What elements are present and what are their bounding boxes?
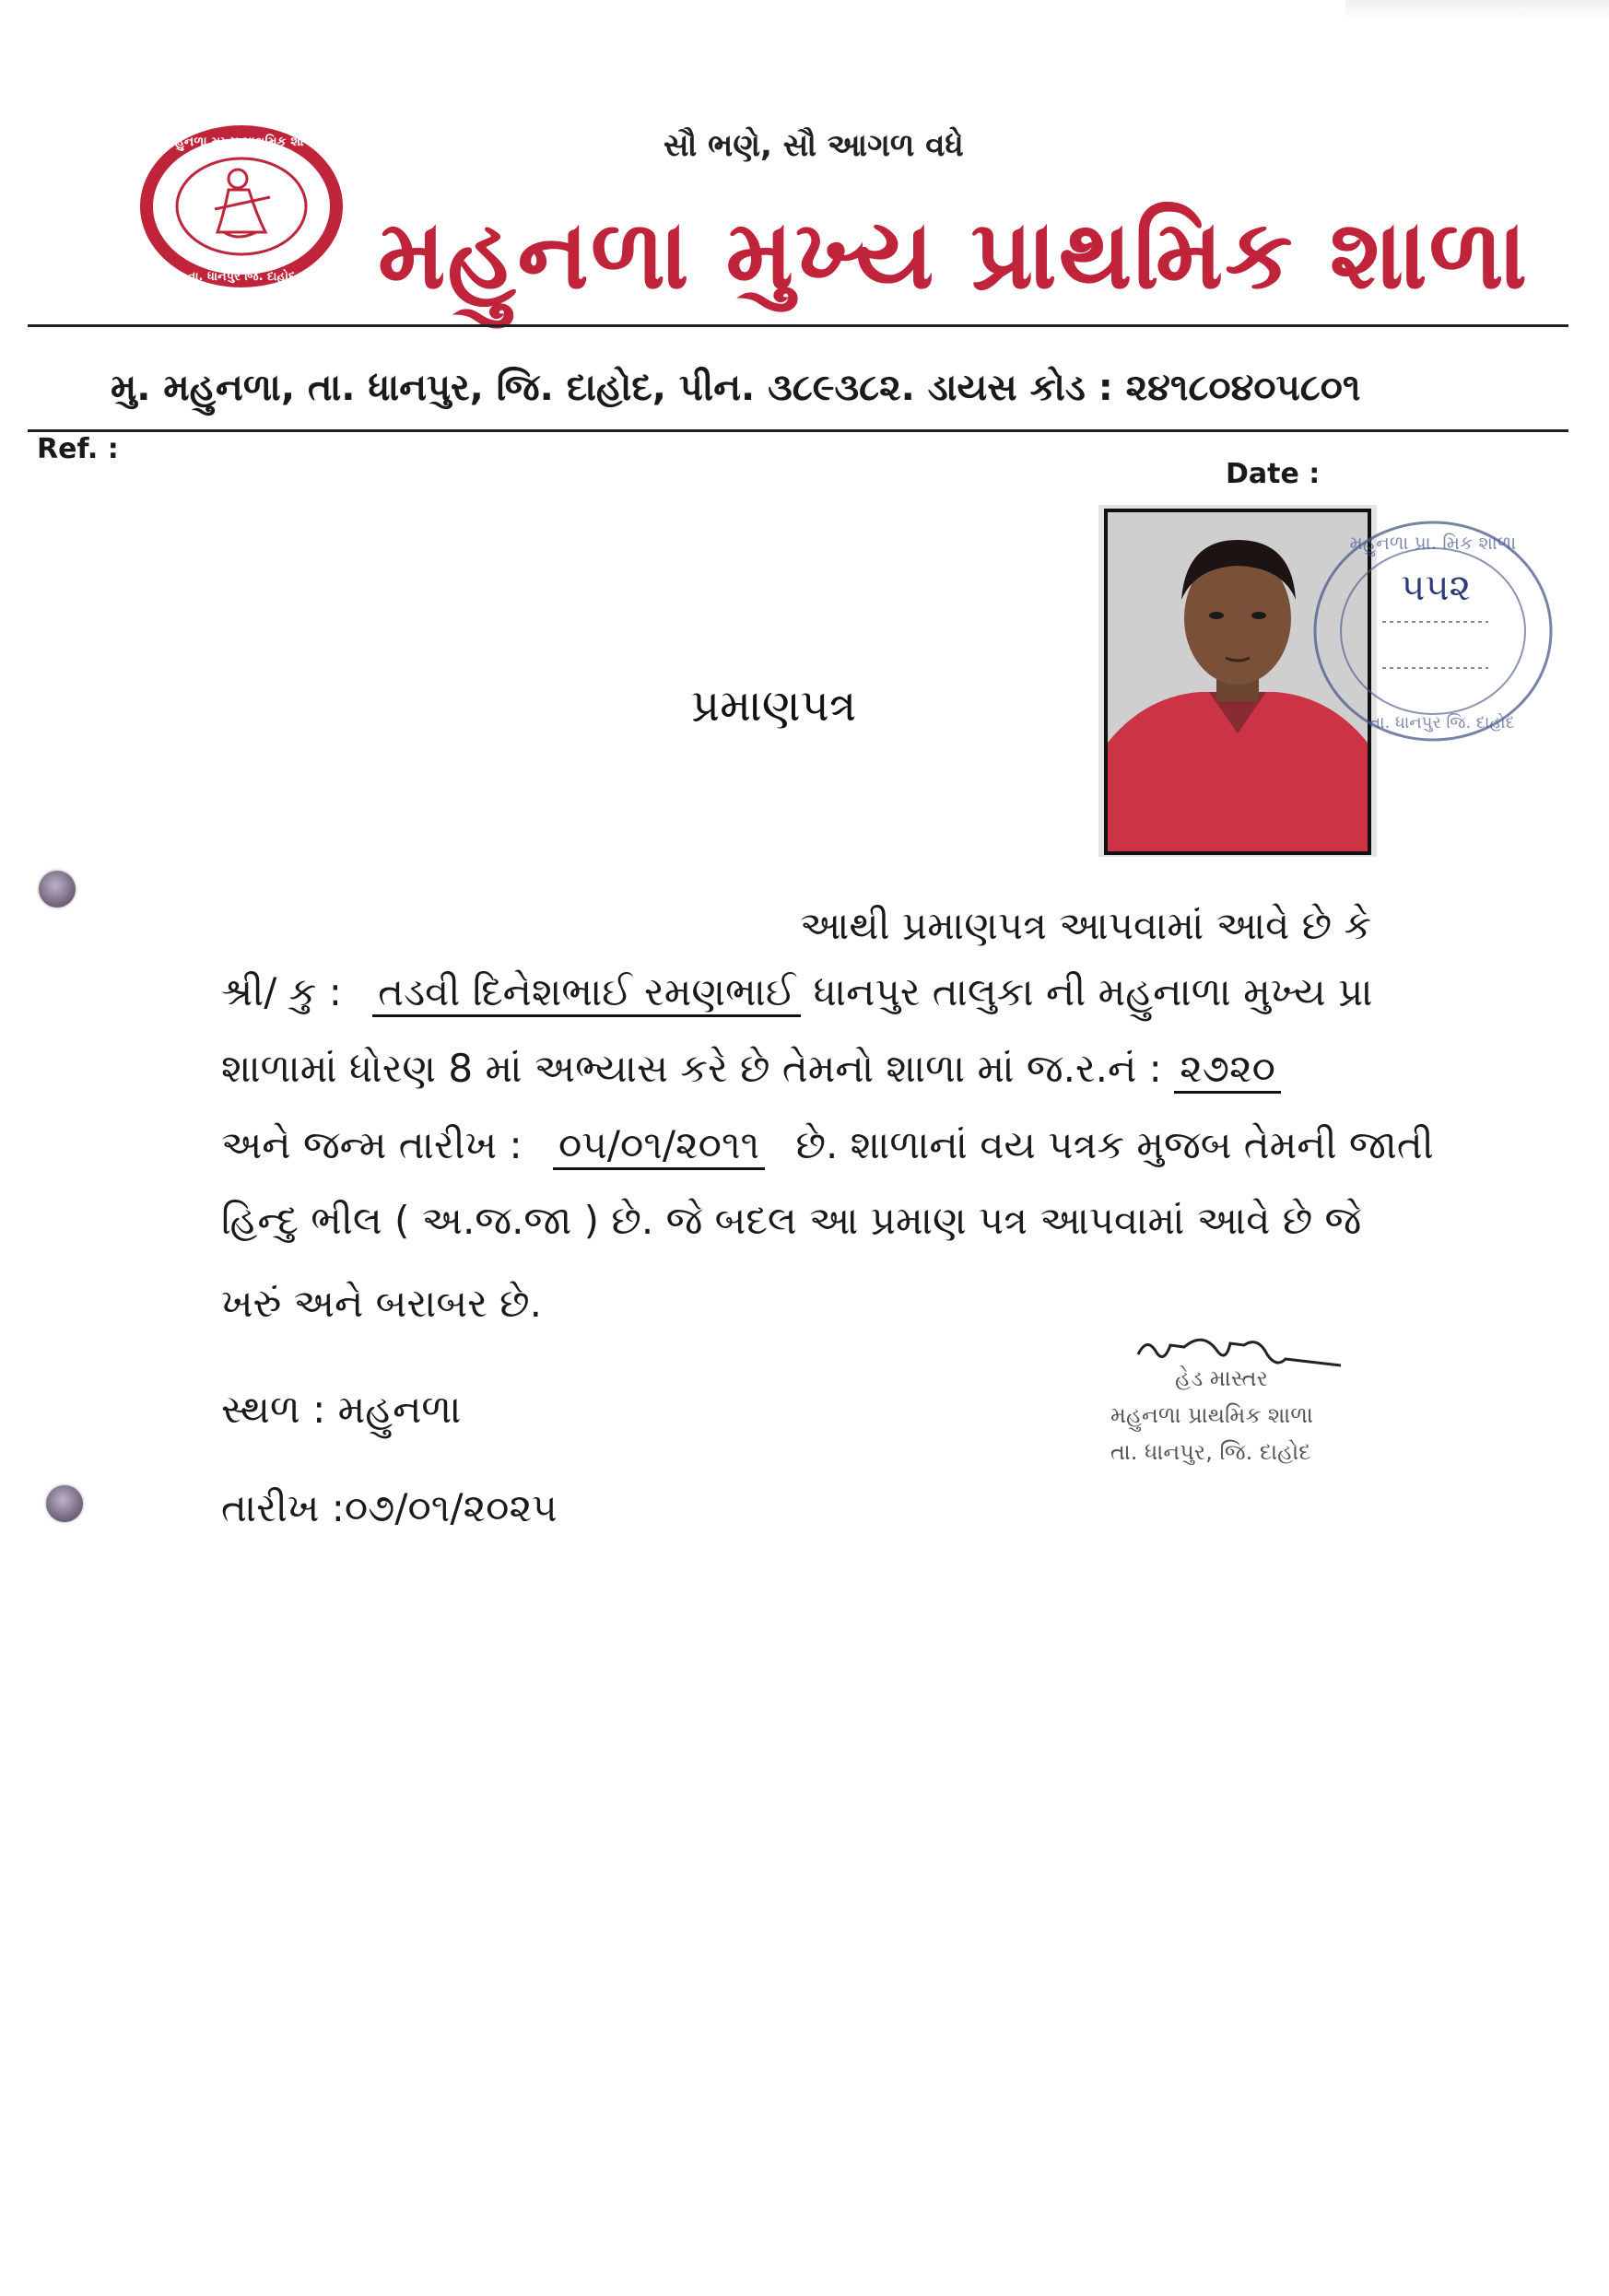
- signature-location: તા. ધાનપુર, જિ. દાહોદ: [1110, 1439, 1311, 1465]
- cert-line-2: [221, 969, 1373, 1015]
- header-rule-bottom: [28, 429, 1568, 432]
- school-address: મુ. મહુનળા, તા. ધાનપુર, જિ. દાહોદ, પીન. ૩૮૯૩૮૨. ડાયસ કોડ : ૨૪૧૮૦૪૦૫૮૦૧: [111, 367, 1361, 409]
- student-name: તડવી દિનેશભાઈ રમણભાઈ: [372, 969, 801, 1017]
- punch-hole-top: [39, 871, 76, 908]
- svg-text:મહુનળા મુખ્ય પ્રાથમિક શાળા: મહુનળા મુખ્ય પ્રાથમિક શાળા: [166, 135, 317, 149]
- cert-line-4: [221, 1122, 1434, 1168]
- school-stamp: [1295, 507, 1562, 756]
- cert-line-3: [221, 1046, 1281, 1092]
- line4-suffix: છે. શાળાનાં વય પત્રક મુજબ તેમની જાતી: [795, 1122, 1434, 1167]
- stamp-number: ૫૫૨: [1401, 567, 1472, 609]
- line3-prefix: શાળામાં ધોરણ 8 માં અભ્યાસ કરે છે તેમનો શાળા માં જ.ર.નં :: [221, 1046, 1162, 1091]
- cert-line-1: આથી પ્રમાણપત્ર આપવામાં આવે છે કે: [800, 903, 1372, 948]
- page-edge-scan: [1345, 0, 1609, 20]
- date-label: Date :: [1226, 458, 1321, 490]
- birth-date: ૦૫/૦૧/૨૦૧૧: [553, 1122, 765, 1170]
- school-logo: [136, 122, 346, 291]
- certificate-title: પ્રમાણપત્ર: [691, 680, 857, 732]
- header-rule-top: [28, 324, 1568, 327]
- date-line: તારીખ :૦૭/૦૧/૨૦૨૫: [221, 1485, 558, 1530]
- svg-text:તા. ધાનપુર જિ. દાહોદ: તા. ધાનપુર જિ. દાહોદ: [1369, 713, 1515, 732]
- cert-line-6: ખરું અને બરાબર છે.: [221, 1281, 542, 1326]
- school-name: મહુનળા મુખ્ય પ્રાથમિક શાળા: [378, 198, 1530, 310]
- register-number: ૨૭૨૦: [1174, 1046, 1281, 1094]
- school-motto: સૌ ભણે, સૌ આગળ વધે: [664, 127, 964, 164]
- place-line: સ્થળ : મહુનળા: [221, 1387, 462, 1432]
- line4-prefix: અને જન્મ તારીખ :: [221, 1122, 523, 1167]
- punch-hole-bottom: [46, 1485, 83, 1522]
- salutation: શ્રી/ કુ :: [221, 969, 342, 1014]
- signature-designation: હેડ માસ્તર: [1175, 1365, 1268, 1391]
- line2-suffix: ધાનપુર તાલુકા ની મહુનાળા મુખ્ય પ્રા: [813, 969, 1373, 1014]
- svg-text:તા. ધાનપુર જિ. દાહોદ: તા. ધાનપુર જિ. દાહોદ: [187, 270, 296, 284]
- svg-text:મહુનળા પ્રા. મિક શાળા: મહુનળા પ્રા. મિક શાળા: [1349, 532, 1517, 554]
- ref-label: Ref. :: [37, 433, 119, 465]
- cert-line-5: હિન્દુ ભીલ ( અ.જ.જા ) છે. જે બદલ આ પ્રમાણ પત્ર આપવામાં આવે છે જે: [221, 1198, 1362, 1243]
- signature-school: મહુનળા પ્રાથમિક શાળા: [1110, 1402, 1313, 1428]
